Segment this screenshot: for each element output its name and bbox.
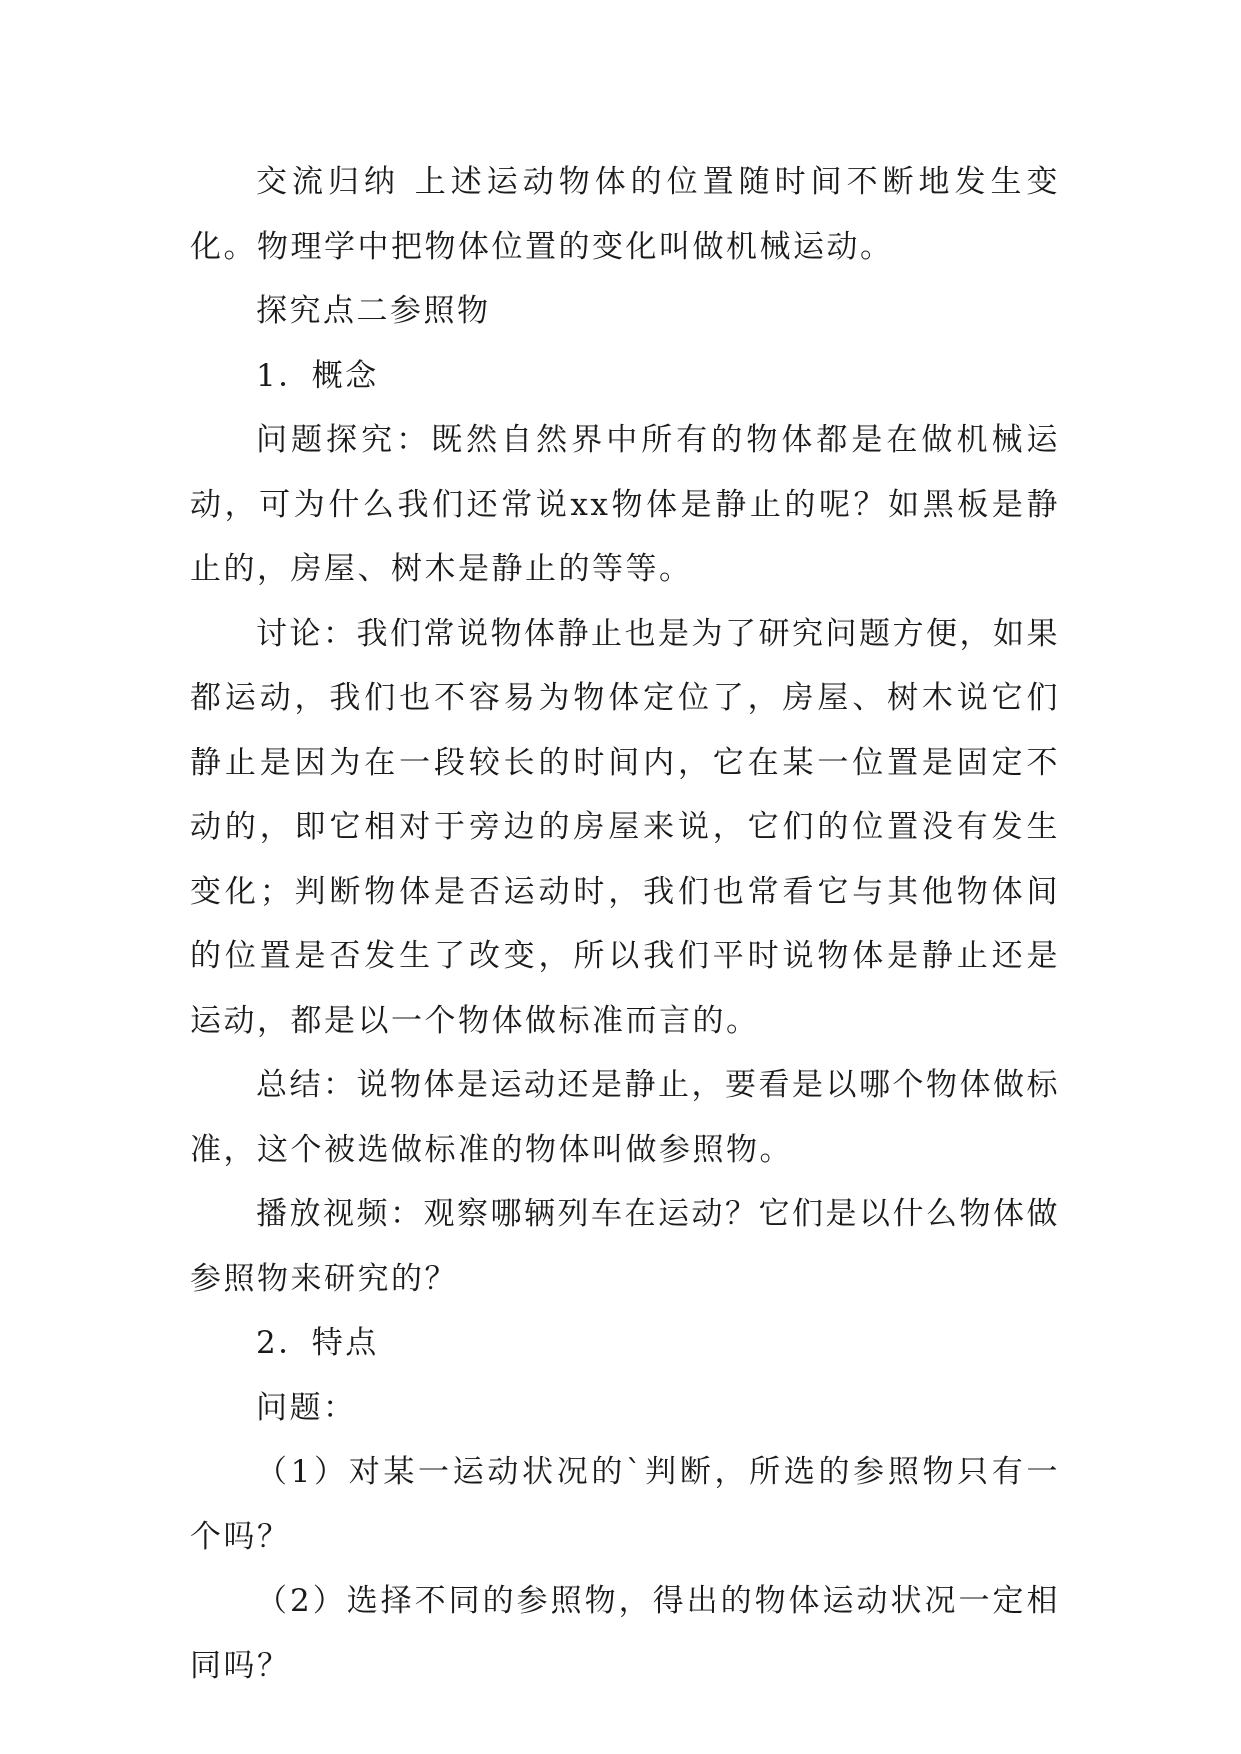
question-item-2: （2）选择不同的参照物，得出的物体运动状况一定相同吗？ xyxy=(190,1583,1060,1684)
paragraph-questions-label: 问题： xyxy=(256,1389,357,1426)
paragraph-conclusion: 总结：说物体是运动还是静止，要看是以哪个物体做标准，这个被选做标准的物体叫做参照物。 xyxy=(190,1067,1060,1168)
subheading-concept: 1．概念 xyxy=(256,357,379,394)
document-page xyxy=(190,150,1060,1698)
paragraph-question-inquiry: 问题探究：既然自然界中所有的物体都是在做机械运动，可为什么我们还常说xx物体是静止的呢？如黑板是静止的，房屋、树木是静止的等等。 xyxy=(190,422,1060,587)
paragraph-video: 播放视频：观察哪辆列车在运动？它们是以什么物体做参照物来研究的？ xyxy=(190,1196,1060,1297)
question-item-1: （1）对某一运动状况的`判断，所选的参照物只有一个吗？ xyxy=(190,1454,1060,1555)
subheading-features: 2．特点 xyxy=(256,1325,379,1361)
paragraph-discussion: 讨论：我们常说物体静止也是为了研究问题方便，如果都运动，我们也不容易为物体定位了，房屋、树木说它们静止是因为在一段较长的时间内，它在某一位置是固定不动的，即它相对于旁边的房屋来说，它们的位置没有发生变化；判断物体是否运动时，我们也常看它与其他物体间的位置是否发生了改变，所以我们平时说物体是静止还是运动，都是以一个物体做标准而言的。 xyxy=(190,615,1060,1039)
section-heading-reference-object: 探究点二参照物 xyxy=(256,293,491,329)
paragraph-summary: 交流归纳 上述运动物体的位置随时间不断地发生变化。物理学中把物体位置的变化叫做机械运动。 xyxy=(190,164,1060,265)
